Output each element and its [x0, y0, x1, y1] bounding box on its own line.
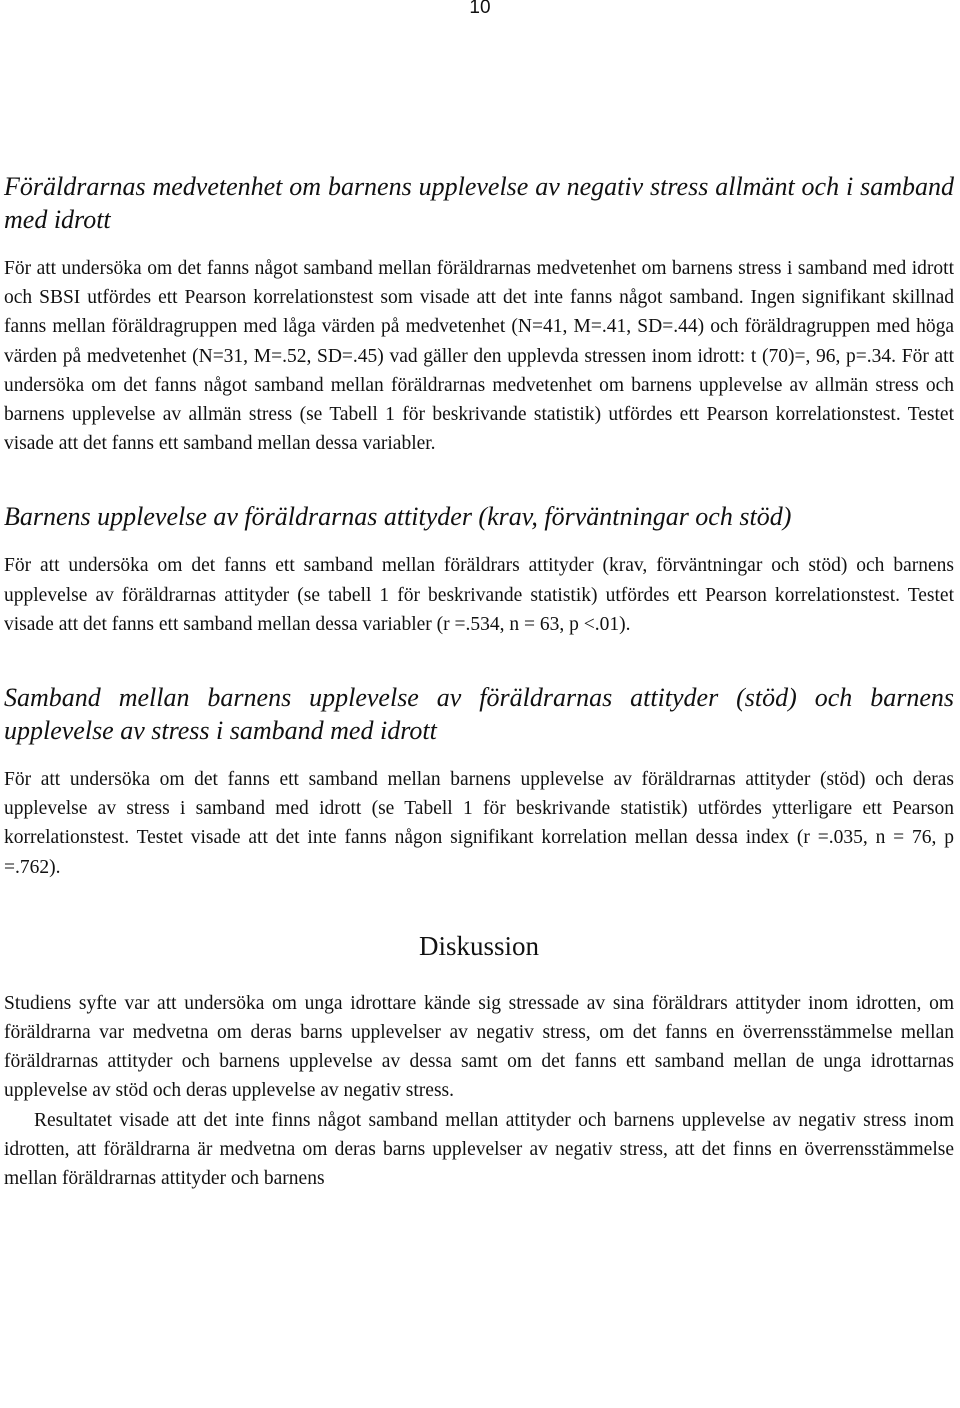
discussion-heading: Diskussion	[418, 930, 540, 961]
page-content	[4, 170, 954, 1193]
section-heading-children-perception: Barnens upplevelse av föräldrarnas attityder (krav, förväntningar och stöd)	[4, 502, 792, 532]
discussion-paragraph-2: Resultatet visade att det inte finns något samband mellan attityder och barnens upplevelse av negativ stress inom idrotten, att föräldrarna är medvetna om deras barns upplevelser av negativ stress, att det finns en överrensstämmelse mellan föräldrarnas attityder och barnens	[4, 1109, 954, 1190]
paragraph-parent-awareness: För att undersöka om det fanns något samband mellan föräldrarnas medvetenhet om barnens stress i samband med idrott och SBSI utfördes ett Pearson korrelationstest som visade att det inte fanns något samband. Ingen signifikant skillnad fanns mellan föräldragruppen med låga värden på medvetenhet (N=41, M=.41, SD=.44) och föräldragruppen med höga värden på medvetenhet (N=31, M=.52, SD=.45) vad gäller den upplevda stressen inom idrott: t (70)=, 96, p=.34. För att undersöka om det fanns något samband mellan föräldrarnas medvetenhet om barnens upplevelse av allmän stress och barnens upplevelse av allmän stress (se Tabell 1 för beskrivande statistik) utfördes ett Pearson korrelationstest. Testet visade att det fanns ett samband mellan dessa variabler.	[4, 258, 954, 455]
discussion-paragraph-1: Studiens syfte var att undersöka om unga idrottare kände sig stressade av sina föräldrars attityder inom idrotten, om föräldrarna var medvetna om deras barns upplevelser av negativ stress, om det fanns en överrensstämmelse mellan föräldrarnas attityder och barnens upplevelse av dessa samt om det fanns ett samband mellan de unga idrottarnas upplevelse av stöd och deras upplevelse av negativ stress.	[4, 992, 954, 1102]
page-number: 10	[469, 0, 491, 18]
section-heading-support-stress-relation: Samband mellan barnens upplevelse av föräldrarnas attityder (stöd) och barnens upplevelse av stress i samband med idrott	[4, 683, 954, 746]
paragraph-support-stress-relation: För att undersöka om det fanns ett samband mellan barnens upplevelse av föräldrarnas attityder (stöd) och deras upplevelse av stress i samband med idrott (se Tabell 1 för beskrivande statistik) utfördes ytterligare ett Pearson korrelationstest. Testet visade att det inte fanns någon signifikant korrelation mellan dessa index (r =.035, n = 76, p =.762).	[4, 769, 954, 878]
section-heading-parent-awareness: Föräldrarnas medvetenhet om barnens upplevelse av negativ stress allmänt och i samband med idrott	[4, 172, 954, 234]
paragraph-children-perception: För att undersöka om det fanns ett samband mellan föräldrars attityder (krav, förväntningar och stöd) och barnens upplevelse av föräldrarnas attityder (se tabell 1 för beskrivande statistik) utfördes ett Pearson korrelationstest. Testet visade att det fanns ett samband mellan dessa variabler (r =.534, n = 63, p <.01).	[4, 555, 954, 635]
